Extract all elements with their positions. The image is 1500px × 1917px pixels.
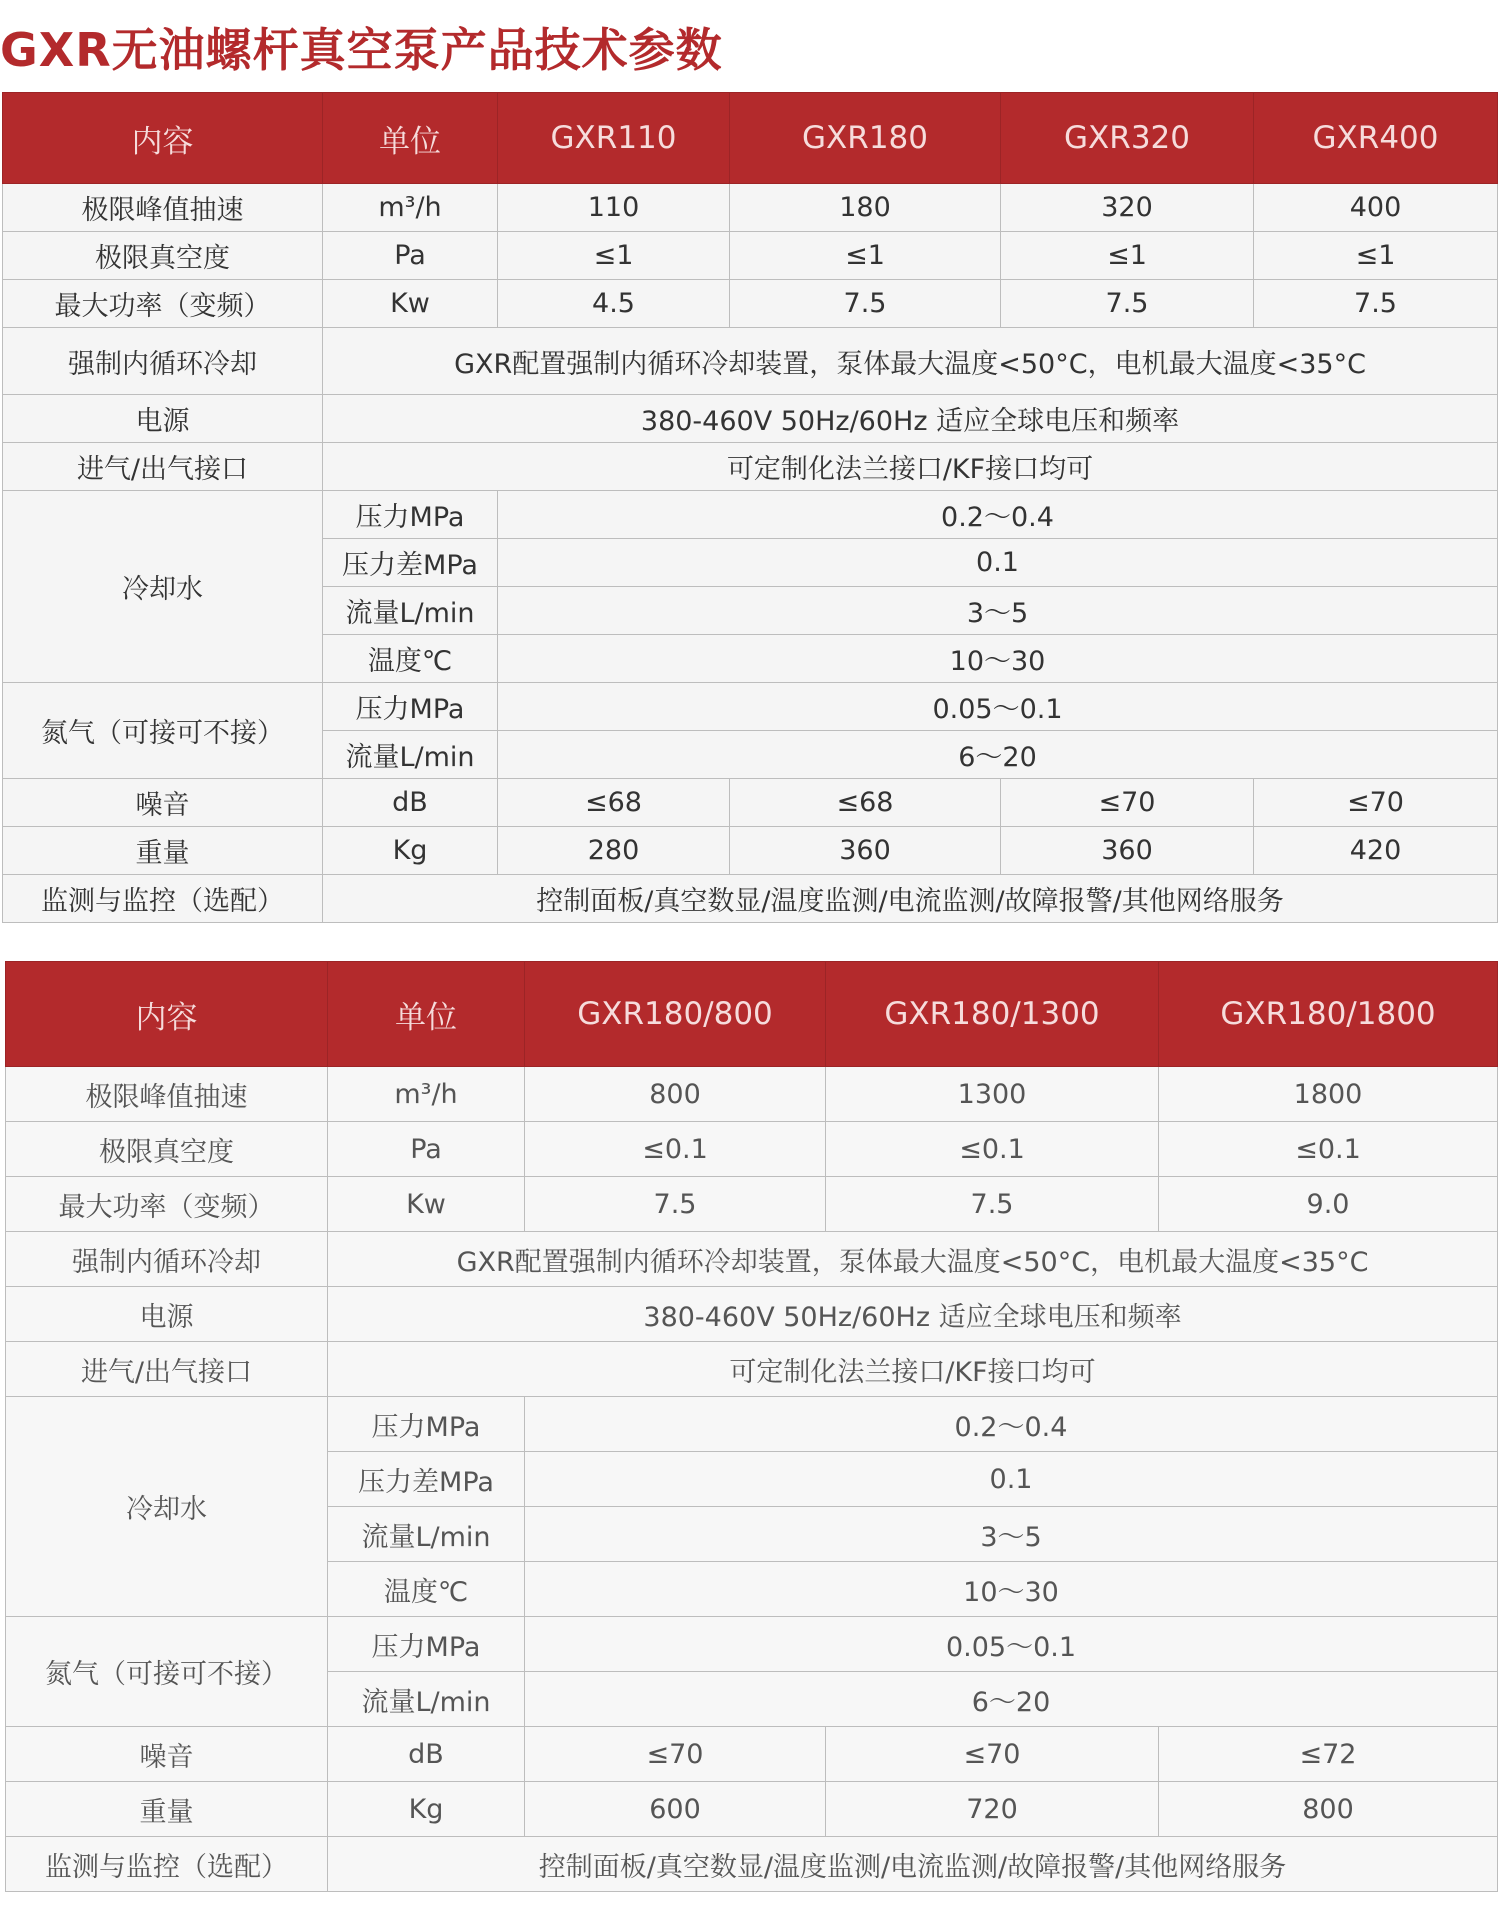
cell-value: 720 xyxy=(826,1782,1159,1837)
row-param: 流量L/min xyxy=(328,1672,525,1727)
row-label: 电源 xyxy=(6,1287,328,1342)
row-param: 流量L/min xyxy=(328,1507,525,1562)
table-row xyxy=(6,1177,1498,1232)
table-row xyxy=(3,280,1498,328)
header-model: GXR180/1800 xyxy=(1159,962,1498,1067)
cell-value: ≤70 xyxy=(1001,779,1254,827)
cell-value: 7.5 xyxy=(1001,280,1254,328)
row-label: 氮气（可接可不接） xyxy=(3,683,323,779)
row-label: 强制内循环冷却 xyxy=(6,1232,328,1287)
table-row xyxy=(6,1397,1498,1452)
table-row xyxy=(3,184,1498,232)
row-param: 压力MPa xyxy=(323,683,498,731)
header-model: GXR320 xyxy=(1001,93,1254,184)
row-label: 极限真空度 xyxy=(3,232,323,280)
cell-value: 7.5 xyxy=(730,280,1001,328)
row-label: 监测与监控（选配） xyxy=(6,1837,328,1892)
cell-value: 4.5 xyxy=(498,280,730,328)
cell-value: 可定制化法兰接口/KF接口均可 xyxy=(323,443,1498,491)
header-model: GXR180/1300 xyxy=(826,962,1159,1067)
cell-value: 7.5 xyxy=(1254,280,1498,328)
cell-value: 280 xyxy=(498,827,730,875)
row-param: 压力MPa xyxy=(323,491,498,539)
cell-value: 0.05～0.1 xyxy=(498,683,1498,731)
row-label: 强制内循环冷却 xyxy=(3,328,323,395)
cell-value: ≤70 xyxy=(826,1727,1159,1782)
cell-value: 400 xyxy=(1254,184,1498,232)
cell-value: 0.05～0.1 xyxy=(525,1617,1498,1672)
cell-value: 控制面板/真空数显/温度监测/电流监测/故障报警/其他网络服务 xyxy=(323,875,1498,923)
spec-table-2 xyxy=(5,961,1498,1892)
row-unit: dB xyxy=(323,779,498,827)
cell-value: 6～20 xyxy=(525,1672,1498,1727)
table-row xyxy=(3,232,1498,280)
row-unit: Kg xyxy=(323,827,498,875)
row-param: 流量L/min xyxy=(323,587,498,635)
row-label: 冷却水 xyxy=(3,491,323,683)
cell-value: 360 xyxy=(1001,827,1254,875)
row-label: 噪音 xyxy=(3,779,323,827)
row-label: 最大功率（变频） xyxy=(6,1177,328,1232)
cell-value: GXR配置强制内循环冷却装置，泵体最大温度<50°C，电机最大温度<35°C xyxy=(323,328,1498,395)
table-row xyxy=(6,1342,1498,1397)
cell-value: ≤68 xyxy=(498,779,730,827)
row-label: 重量 xyxy=(6,1782,328,1837)
cell-value: ≤0.1 xyxy=(525,1122,826,1177)
cell-value: 800 xyxy=(525,1067,826,1122)
cell-value: 600 xyxy=(525,1782,826,1837)
row-label: 进气/出气接口 xyxy=(3,443,323,491)
table-row xyxy=(3,395,1498,443)
cell-value: 7.5 xyxy=(826,1177,1159,1232)
cell-value: 可定制化法兰接口/KF接口均可 xyxy=(328,1342,1498,1397)
cell-value: 0.1 xyxy=(525,1452,1498,1507)
row-label: 氮气（可接可不接） xyxy=(6,1617,328,1727)
header-model: GXR180/800 xyxy=(525,962,826,1067)
cell-value: 3～5 xyxy=(525,1507,1498,1562)
header-unit: 单位 xyxy=(328,962,525,1067)
row-param: 压力差MPa xyxy=(323,539,498,587)
cell-value: 380-460V 50Hz/60Hz 适应全球电压和频率 xyxy=(323,395,1498,443)
table-row xyxy=(3,827,1498,875)
cell-value: ≤1 xyxy=(1254,232,1498,280)
cell-value: 3～5 xyxy=(498,587,1498,635)
table-row xyxy=(6,1782,1498,1837)
table-row xyxy=(3,875,1498,923)
table-row xyxy=(6,1837,1498,1892)
cell-value: ≤70 xyxy=(1254,779,1498,827)
table-header-row xyxy=(6,962,1498,1067)
cell-value: 360 xyxy=(730,827,1001,875)
row-param: 温度℃ xyxy=(328,1562,525,1617)
row-label: 最大功率（变频） xyxy=(3,280,323,328)
cell-value: ≤68 xyxy=(730,779,1001,827)
cell-value: 0.2～0.4 xyxy=(498,491,1498,539)
table-row xyxy=(3,779,1498,827)
row-unit: m³/h xyxy=(328,1067,525,1122)
row-label: 重量 xyxy=(3,827,323,875)
row-label: 冷却水 xyxy=(6,1397,328,1617)
row-unit: Kw xyxy=(328,1177,525,1232)
cell-value: 6～20 xyxy=(498,731,1498,779)
row-label: 电源 xyxy=(3,395,323,443)
cell-value: 0.1 xyxy=(498,539,1498,587)
table-row xyxy=(3,683,1498,731)
row-label: 监测与监控（选配） xyxy=(3,875,323,923)
cell-value: ≤72 xyxy=(1159,1727,1498,1782)
cell-value: 1800 xyxy=(1159,1067,1498,1122)
table-row xyxy=(3,491,1498,539)
row-label: 噪音 xyxy=(6,1727,328,1782)
row-param: 压力MPa xyxy=(328,1397,525,1452)
cell-value: 320 xyxy=(1001,184,1254,232)
row-unit: m³/h xyxy=(323,184,498,232)
row-label: 进气/出气接口 xyxy=(6,1342,328,1397)
row-param: 压力MPa xyxy=(328,1617,525,1672)
table-row xyxy=(3,328,1498,395)
cell-value: 110 xyxy=(498,184,730,232)
cell-value: ≤0.1 xyxy=(1159,1122,1498,1177)
table-row xyxy=(6,1727,1498,1782)
row-label: 极限真空度 xyxy=(6,1122,328,1177)
cell-value: 180 xyxy=(730,184,1001,232)
row-label: 极限峰值抽速 xyxy=(6,1067,328,1122)
table-row xyxy=(6,1232,1498,1287)
cell-value: 380-460V 50Hz/60Hz 适应全球电压和频率 xyxy=(328,1287,1498,1342)
cell-value: ≤0.1 xyxy=(826,1122,1159,1177)
header-content: 内容 xyxy=(6,962,328,1067)
cell-value: 420 xyxy=(1254,827,1498,875)
header-model: GXR110 xyxy=(498,93,730,184)
table-row xyxy=(6,1067,1498,1122)
cell-value: GXR配置强制内循环冷却装置，泵体最大温度<50°C，电机最大温度<35°C xyxy=(328,1232,1498,1287)
table-row xyxy=(6,1122,1498,1177)
spec-table-1 xyxy=(2,92,1498,923)
row-unit: Pa xyxy=(328,1122,525,1177)
cell-value: 10～30 xyxy=(525,1562,1498,1617)
row-unit: Kg xyxy=(328,1782,525,1837)
row-unit: Kw xyxy=(323,280,498,328)
header-unit: 单位 xyxy=(323,93,498,184)
header-content: 内容 xyxy=(3,93,323,184)
table-row xyxy=(3,443,1498,491)
table-row xyxy=(6,1617,1498,1672)
cell-value: 10～30 xyxy=(498,635,1498,683)
table-row xyxy=(6,1287,1498,1342)
row-unit: Pa xyxy=(323,232,498,280)
row-param: 流量L/min xyxy=(323,731,498,779)
header-model: GXR180 xyxy=(730,93,1001,184)
cell-value: ≤1 xyxy=(1001,232,1254,280)
cell-value: 1300 xyxy=(826,1067,1159,1122)
row-label: 极限峰值抽速 xyxy=(3,184,323,232)
cell-value: 9.0 xyxy=(1159,1177,1498,1232)
row-param: 温度℃ xyxy=(323,635,498,683)
cell-value: 800 xyxy=(1159,1782,1498,1837)
cell-value: ≤70 xyxy=(525,1727,826,1782)
cell-value: 0.2～0.4 xyxy=(525,1397,1498,1452)
page-title: GXR无油螺杆真空泵产品技术参数 xyxy=(0,23,723,77)
table-header-row xyxy=(3,93,1498,184)
cell-value: ≤1 xyxy=(730,232,1001,280)
row-param: 压力差MPa xyxy=(328,1452,525,1507)
row-unit: dB xyxy=(328,1727,525,1782)
header-model: GXR400 xyxy=(1254,93,1498,184)
cell-value: ≤1 xyxy=(498,232,730,280)
cell-value: 控制面板/真空数显/温度监测/电流监测/故障报警/其他网络服务 xyxy=(328,1837,1498,1892)
cell-value: 7.5 xyxy=(525,1177,826,1232)
